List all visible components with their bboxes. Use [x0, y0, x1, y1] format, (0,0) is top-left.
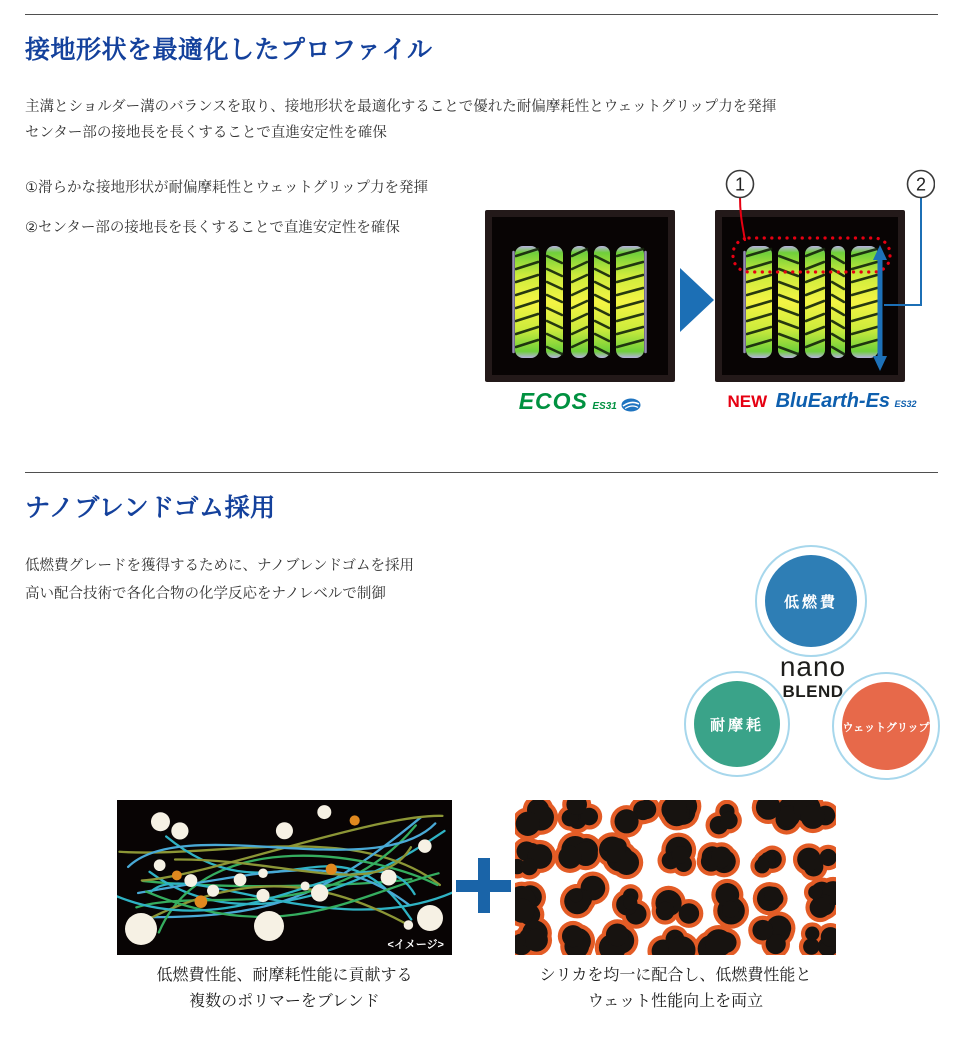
- polymer-caption-line2: 複数のポリマーをブレンド: [189, 993, 380, 1010]
- bluearth-model-text: ES32: [894, 399, 917, 409]
- ecos-logo: [485, 388, 675, 415]
- bluearth-logo: [697, 390, 947, 413]
- section1-note1: ①滑らかな接地形状が耐偏摩耗性とウェットグリップ力を発揮: [25, 180, 429, 196]
- callout2-number: 2: [915, 174, 927, 195]
- section2-body-line1: 低燃費グレードを獲得するために、ナノブレンドゴムを採用: [25, 558, 414, 574]
- bluearth-brand-text: BluEarth-Es: [775, 390, 891, 412]
- silica-caption-line2: ウェット性能向上を両立: [587, 993, 764, 1010]
- tire-left-heatmap: [485, 210, 675, 382]
- silica-dispersion-image: [515, 800, 836, 955]
- silica-caption: [515, 963, 836, 1015]
- tire-comparison-graphic: [485, 165, 935, 415]
- ecos-brand-text: ECOS: [518, 388, 588, 414]
- callout1-number: 1: [734, 174, 746, 195]
- ecos-model-text: ES31: [592, 401, 617, 412]
- wet-grip-label: ウェットグリップ: [842, 722, 930, 734]
- wear-resistance-label: 耐摩耗: [709, 717, 765, 734]
- transition-arrow-icon: [680, 268, 714, 332]
- section2-body-line2: 高い配合技術で各化合物の化学反応をナノレベルで制御: [25, 586, 386, 602]
- section1-note2: ②センター部の接地長を長くすることで直進安定性を確保: [25, 220, 400, 236]
- top-rule: [25, 14, 938, 15]
- polymer-caption-line1: 低燃費性能、耐摩耗性能に貢献する: [156, 967, 413, 984]
- plus-icon: [456, 858, 511, 913]
- eco-badge-icon: [621, 398, 641, 412]
- nano-blend-diagram: [680, 540, 961, 795]
- new-text: NEW: [727, 392, 768, 411]
- image-note: <イメージ>: [387, 939, 444, 951]
- silica-caption-line1: シリカを均一に配合し、低燃費性能と: [539, 967, 812, 984]
- section2-title: ナノブレンドゴム採用: [25, 494, 276, 522]
- section1-body-line1: 主溝とショルダー溝のバランスを取り、接地形状を最適化することで優れた耐偏摩耗性とウェットグリップ力を発揮: [25, 99, 777, 115]
- polymer-caption: [117, 963, 452, 1015]
- section-divider: [25, 472, 938, 473]
- section1-body: [25, 94, 776, 146]
- polymer-blend-image: [117, 800, 452, 955]
- blend-text: BLEND: [782, 682, 844, 701]
- section2-body: [25, 552, 414, 608]
- nano-text: nano: [779, 651, 847, 682]
- section1-title: 接地形状を最適化したプロファイル: [25, 36, 433, 64]
- fuel-economy-label: 低燃費: [783, 594, 839, 611]
- section1-body-line2: センター部の接地長を長くすることで直進安定性を確保: [25, 125, 387, 141]
